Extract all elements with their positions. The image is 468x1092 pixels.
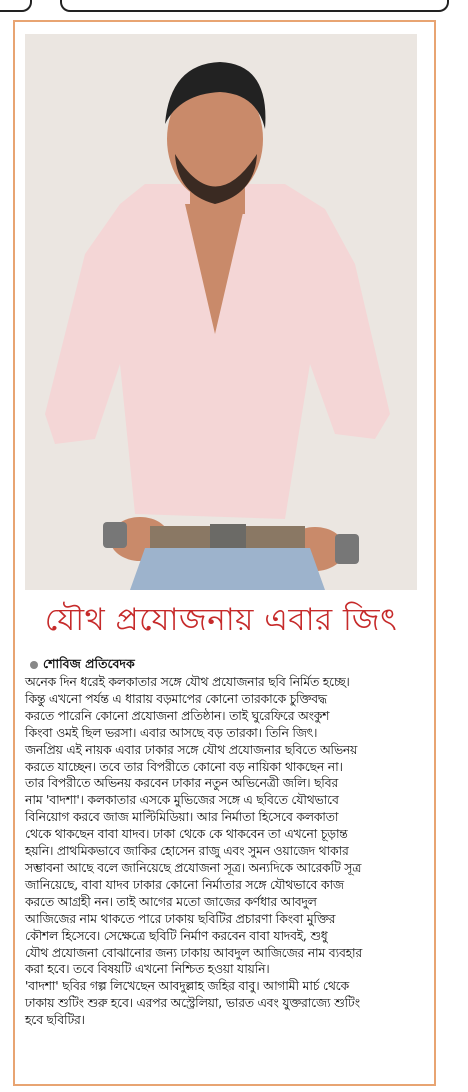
body-line: করতে পারেনি কোনো প্রযোজনা প্রতিষ্ঠান। তাই ঘুরেফিরে অংকুশ [25,708,330,723]
page-top-rule [0,0,468,14]
article-body [25,674,423,1029]
actor-portrait-illustration [25,34,417,590]
body-line: জনপ্রিয় এই নায়ক এবার ঢাকার সঙ্গে যৌথ প্রযোজনার ছবিতে অভিনয় [25,742,358,757]
body-line: 'বাদশা' ছবির গল্প লিখেছেন আবদুল্লাহ জহির বাবু। আগামী মার্চ থেকে [25,979,349,994]
body-line: নাম 'বাদশা'। কলকাতার এসকে মুভিজের সঙ্গে এ ছবিতে যৌথভাবে [25,793,339,808]
top-rule-right [60,0,449,12]
article-byline [30,656,135,676]
body-line: থেকে থাকছেন বাবা যাদব। ঢাকা থেকে কে থাকবেন তা এখনো চূড়ান্ত [25,827,348,842]
body-line: তার বিপরীতে অভিনয় করবেন ঢাকার নতুন অভিনেত্রী জলি। ছবির [25,776,338,791]
body-line: করতে আগ্রহী নন। তাই আগের মতো জাজের কর্ণধার আবদুল [25,894,317,909]
body-line: হবে ছবিটির। [25,1013,85,1028]
top-rule-left [0,0,32,12]
body-line: যৌথ প্রযোজনা বোঝানোর জন্য ঢাকায় আবদুল আজিজের নাম ব্যবহার [25,945,362,960]
body-line: কিন্তু এখনো পর্যন্ত এ ধারায় বড়মাপের কোনো তারকাকে চুক্তিবদ্ধ [25,691,327,706]
bullet-icon [30,661,38,669]
body-line: আজিজের নাম থাকতে পারে ঢাকায় ছবিটির প্রচারণা কিংবা মুক্তির [25,911,336,926]
body-line: সম্ভাবনা আছে বলে জানিয়েছে প্রযোজনা সূত্র। অন্যদিকে আরেকটি সূত্র [25,860,362,875]
body-line: করা হবে। তবে বিষয়টি এখনো নিশ্চিত হওয়া যায়নি। [25,962,270,977]
body-line: জানিয়েছে, বাবা যাদব ঢাকার কোনো নির্মাতার সঙ্গে যৌথভাবে কাজ [25,877,344,892]
article-headline: যৌথ প্রযোজনায় এবার জিৎ [44,602,398,638]
body-line: হয়নি। প্রাথমিকভাবে জাকির হোসেন রাজু এবং সুমন ওয়াজেদ থাকার [25,844,349,859]
body-line: কিংবা ওমই ছিল ভরসা। এবার আসছে বড় তারকা। তিনি জিৎ। [25,725,318,740]
body-line: কৌশল হিসেবে। সেক্ষেত্রে ছবিটি নির্মাণ করবেন বাবা যাদবই, শুধু [25,928,328,943]
body-line: বিনিয়োগ করবে জাজ মাল্টিমিডিয়া। আর নির্মাতা হিসেবে কলকাতা [25,810,339,825]
body-line: অনেক দিন ধরেই কলকাতার সঙ্গে যৌথ প্রযোজনার ছবি নির্মিত হচ্ছে। [25,675,350,689]
body-line: করতে যাচ্ছেন। তবে তার বিপরীতে কোনো বড় নায়িকা থাকছেন না। [25,759,343,774]
body-line: ঢাকায় শুটিং শুরু হবে। এরপর অস্ট্রেলিয়া, ভারত এবং যুক্তরাজ্যে শুটিং [25,996,360,1011]
byline-text: শোবিজ প্রতিবেদক [43,656,135,671]
article-photo [25,34,417,590]
